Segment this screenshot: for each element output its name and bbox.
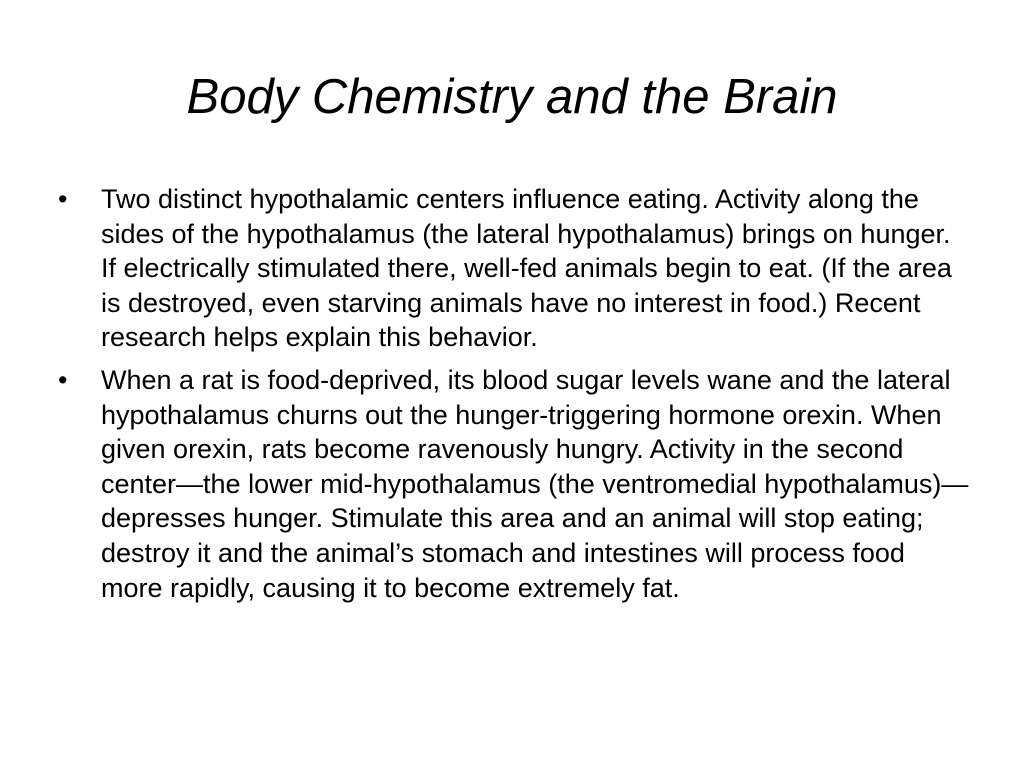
bullet-item	[58, 363, 970, 605]
bullet-item	[58, 182, 970, 355]
slide-title: Body Chemistry and the Brain	[186, 70, 838, 124]
bullet-marker: •	[58, 364, 68, 395]
bullet-text: When a rat is food-deprived, its blood sugar levels wane and the lateral hypothalamus churns out the hunger-triggering hormone orexin. When given orexin, rats become ravenously hungry. Activity in the second center—the lower mid-hypothalamus (the ventromedial hypothalamus)—depresses hunger. Stimulate this area and an animal will stop eating; destroy it and the animal’s stomach and intestines will process food more rapidly, causing it to become extremely fat.	[101, 364, 969, 603]
bullet-marker: •	[58, 184, 68, 214]
bullet-text: Two distinct hypothalamic centers influence eating. Activity along the sides of the hypothalamus (the lateral hypothalamus) brings on hunger. If electrically stimulated there, well-fed animals begin to eat. (If the area is destroyed, even starving animals have no interest in food.) Recent research helps explain this behavior.	[101, 184, 952, 353]
bullet-list	[58, 182, 970, 613]
